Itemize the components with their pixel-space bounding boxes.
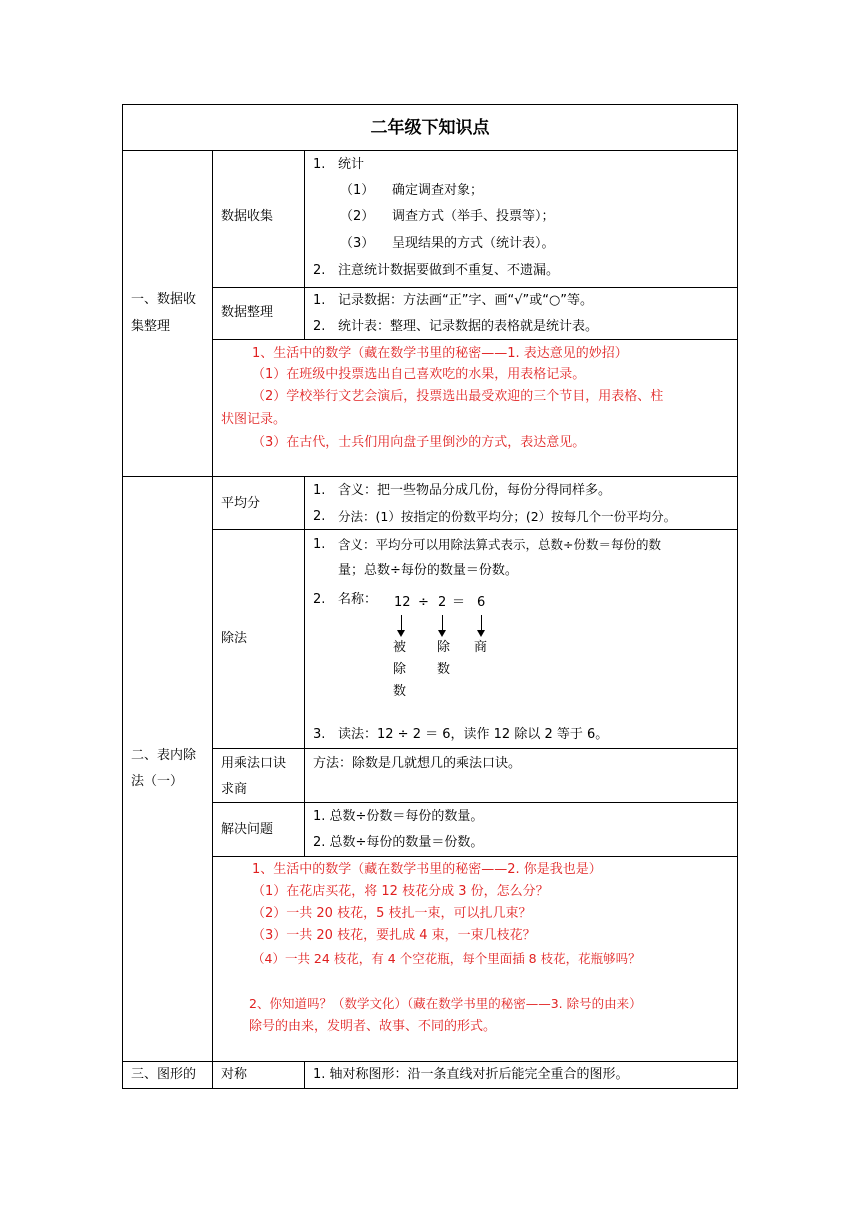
sec3-label: 三、图形的 [131,1067,197,1082]
arrow-down-icon [481,615,482,631]
name-dividend-2: 除 [393,662,407,677]
sec1-label-line2: 集整理 [131,319,171,334]
collect-item2-num: 2. [313,263,326,278]
row-divider-organize [212,339,738,340]
sec1-note-line1: 1、生活中的数学（藏在数学书里的秘密——1. 表达意见的妙招） [252,346,628,361]
sec2-note-line7: 除号的由来，发明者、故事、不同的形式。 [249,1019,497,1034]
page-title: 二年级下知识点 [370,118,490,138]
sec2-note-line5: （4）一共 24 枝花，有 4 个空花瓶，每个里面插 8 枝花，花瓶够吗？ [252,951,641,966]
name-quotient: 商 [474,640,488,655]
sec2-note-line4: （3）一共 20 枝花，要扎成 4 束，一束几枝花？ [252,928,536,943]
sec2-note-line1: 1、生活中的数学（藏在数学书里的秘密——2. 你是我也是） [252,862,602,877]
collect-sub3-text: 呈现结果的方式（统计表）。 [392,236,555,251]
sym-item1: 1. 轴对称图形：沿一条直线对折后能完全重合的图形。 [313,1067,629,1082]
sec1-note-line3b: 状图记录。 [221,412,287,427]
avg-item1-text: 含义：把一些物品分成几份，每份分得同样多。 [338,483,612,498]
col-divider-2c [304,1061,305,1089]
collect-item1-text: 统计 [338,157,365,172]
div-item1-text-b: 量；总数÷每份的数量＝份数。 [338,563,518,578]
equation-divide-sign: ÷ [418,595,429,610]
col-divider-2b [304,476,305,856]
organize-label: 数据整理 [221,305,274,320]
sec1-note-line2: （1）在班级中投票选出自己喜欢吃的水果，用表格记录。 [252,367,586,382]
div-label: 除法 [221,631,248,646]
collect-sub3-num: （3） [340,236,375,251]
solve-item2: 2. 总数÷每份的数量＝份数。 [313,835,484,850]
col-divider-2a [304,150,305,339]
sec1-note-line4: （3）在古代，士兵们用向盘子里倒沙的方式，表达意见。 [252,435,586,450]
div-item3-num: 3. [313,727,326,742]
equation-divisor: 2 [438,595,447,610]
div-item1-text-a: 含义：平均分可以用除法算式表示，总数÷份数＝每份的数 [338,537,661,552]
row-divider-collect [212,287,738,288]
div-item2-text: 名称： [338,592,378,607]
sec1-note-line3a: （2）学校举行文艺会演后，投票选出最受欢迎的三个节目，用表格、柱 [252,389,664,404]
name-dividend-3: 数 [393,684,407,699]
div-item2-num: 2. [313,592,326,607]
equation-dividend: 12 [394,595,411,610]
sec2-note-line2: （1）在花店买花，将 12 枝花分成 3 份，怎么分？ [252,884,549,899]
name-dividend-1: 被 [393,640,407,655]
row-divider-solve [212,856,738,857]
row-divider-div [212,748,738,749]
collect-item1-num: 1. [313,157,326,172]
collect-sub1-text: 确定调查对象； [392,183,484,198]
row-divider-sec1 [122,476,738,477]
equation-quotient: 6 [477,595,486,610]
avg-item2-num: 2. [313,509,326,524]
arrow-down-icon [401,615,402,631]
div-item1-num: 1. [313,537,326,552]
row-divider-sec2 [122,1061,738,1062]
sec2-label-line1: 二、表内除 [131,748,197,763]
div-item3-text: 读法：12 ÷ 2 ＝ 6，读作 12 除以 2 等于 6。 [338,727,609,742]
sym-label: 对称 [221,1067,248,1082]
row-divider-title [122,150,738,151]
avg-item1-num: 1. [313,483,326,498]
sec2-note-line3: （2）一共 20 枝花，5 枝扎一束，可以扎几束？ [252,906,532,921]
solve-label: 解决问题 [221,822,274,837]
table-border-bottom [122,1088,738,1089]
sec2-label-line2: 法（一） [131,774,184,789]
arrow-down-icon [442,615,443,631]
row-divider-avg [212,529,738,530]
organize-item2-num: 2. [313,319,326,334]
name-divisor-2: 数 [437,662,451,677]
avg-item2-text: 分法：(1）按指定的份数平均分；(2）按每几个一份平均分。 [338,509,677,524]
col-divider-1 [212,150,213,1089]
solve-item1: 1. 总数÷份数＝每份的数量。 [313,809,484,824]
organize-item1-num: 1. [313,293,326,308]
table-border-top [122,104,738,105]
collect-sub1-num: （1） [340,183,375,198]
avg-label: 平均分 [221,496,261,511]
row-divider-mult [212,802,738,803]
mult-label-line1: 用乘法口诀 [221,756,287,771]
table-border-right [737,104,738,1089]
table-border-left [122,104,123,1089]
sec1-label-line1: 一、数据收 [131,292,197,307]
collect-sub2-text: 调查方式（举手、投票等）； [392,209,555,224]
collect-sub2-num: （2） [340,209,375,224]
equation-equals-sign: ＝ [452,595,466,610]
mult-text: 方法：除数是几就想几的乘法口诀。 [313,756,522,771]
name-divisor-1: 除 [437,640,451,655]
sec2-note-line6: 2、你知道吗？（数学文化）（藏在数学书里的秘密——3. 除号的由来） [249,996,642,1011]
collect-item2-text: 注意统计数据要做到不重复、不遗漏。 [338,263,560,278]
organize-item1-text: 记录数据：方法画“正”字、画“√”或“○”等。 [338,293,594,308]
collect-label: 数据收集 [221,209,274,224]
organize-item2-text: 统计表：整理、记录数据的表格就是统计表。 [338,319,599,334]
mult-label-line2: 求商 [221,782,248,797]
